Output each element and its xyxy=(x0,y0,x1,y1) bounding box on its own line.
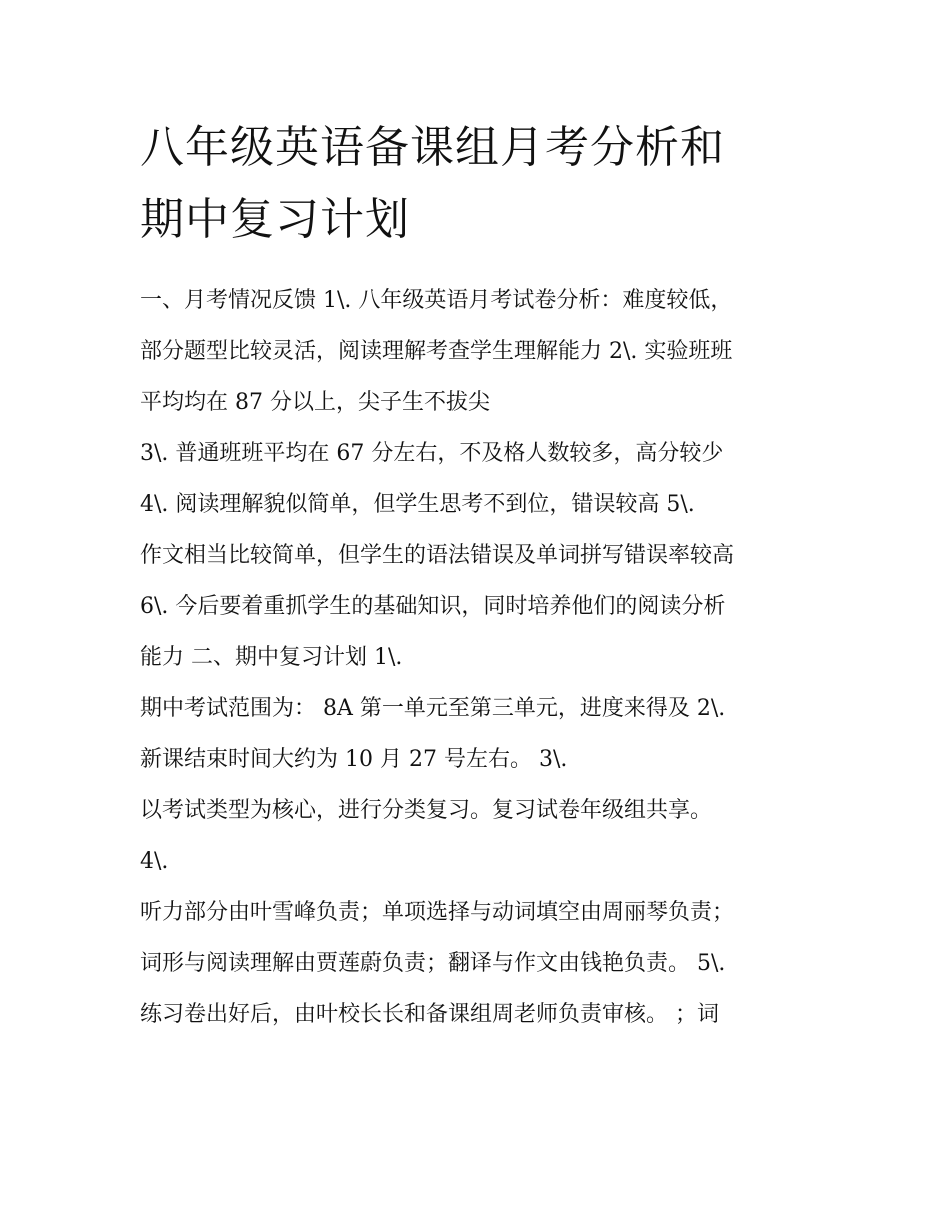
body-line-12: 4\. xyxy=(140,849,169,874)
title-line-2: 期中复习计划 xyxy=(140,194,410,245)
body-line-9: 期中考试范围为： 8A 第一单元至第三单元，进度来得及 2\. xyxy=(140,696,726,721)
body-line-8: 能力 二、期中复习计划 1\. xyxy=(140,645,403,670)
body-line-2: 部分题型比较灵活，阅读理解考查学生理解能力 2\. 实验班班 xyxy=(140,339,733,364)
document-body xyxy=(140,282,830,1047)
body-line-7: 6\. 今后要着重抓学生的基础知识，同时培养他们的阅读分析 xyxy=(140,594,726,619)
body-line-15: 练习卷出好后，由叶校长长和备课组周老师负责审核。 ；词 xyxy=(140,1002,719,1027)
body-line-10: 新课结束时间大约为 10 月 27 号左右。 3\. xyxy=(140,747,568,772)
body-line-1: 一、月考情况反馈 1\. 八年级英语月考试卷分析：难度较低， xyxy=(140,288,733,313)
body-line-11: 以考试类型为核心，进行分类复习。复习试卷年级组共享。 xyxy=(140,798,713,823)
body-line-14: 词形与阅读理解由贾莲蔚负责；翻译与作文由钱艳负责。 5\. xyxy=(140,951,726,976)
title-line-1: 八年级英语备课组月考分析和 xyxy=(140,122,725,173)
body-line-6: 作文相当比较简单，但学生的语法错误及单词拼写错误率较高 xyxy=(140,543,735,568)
document-title xyxy=(140,112,820,256)
body-line-13: 听力部分由叶雪峰负责；单项选择与动词填空由周丽琴负责； xyxy=(140,900,735,925)
body-line-4: 3\. 普通班班平均在 67 分左右，不及格人数较多，高分较少 xyxy=(140,441,724,466)
body-line-3: 平均均在 87 分以上，尖子生不拔尖 xyxy=(140,390,490,415)
body-line-5: 4\. 阅读理解貌似简单，但学生思考不到位，错误较高 5\. xyxy=(140,492,695,517)
